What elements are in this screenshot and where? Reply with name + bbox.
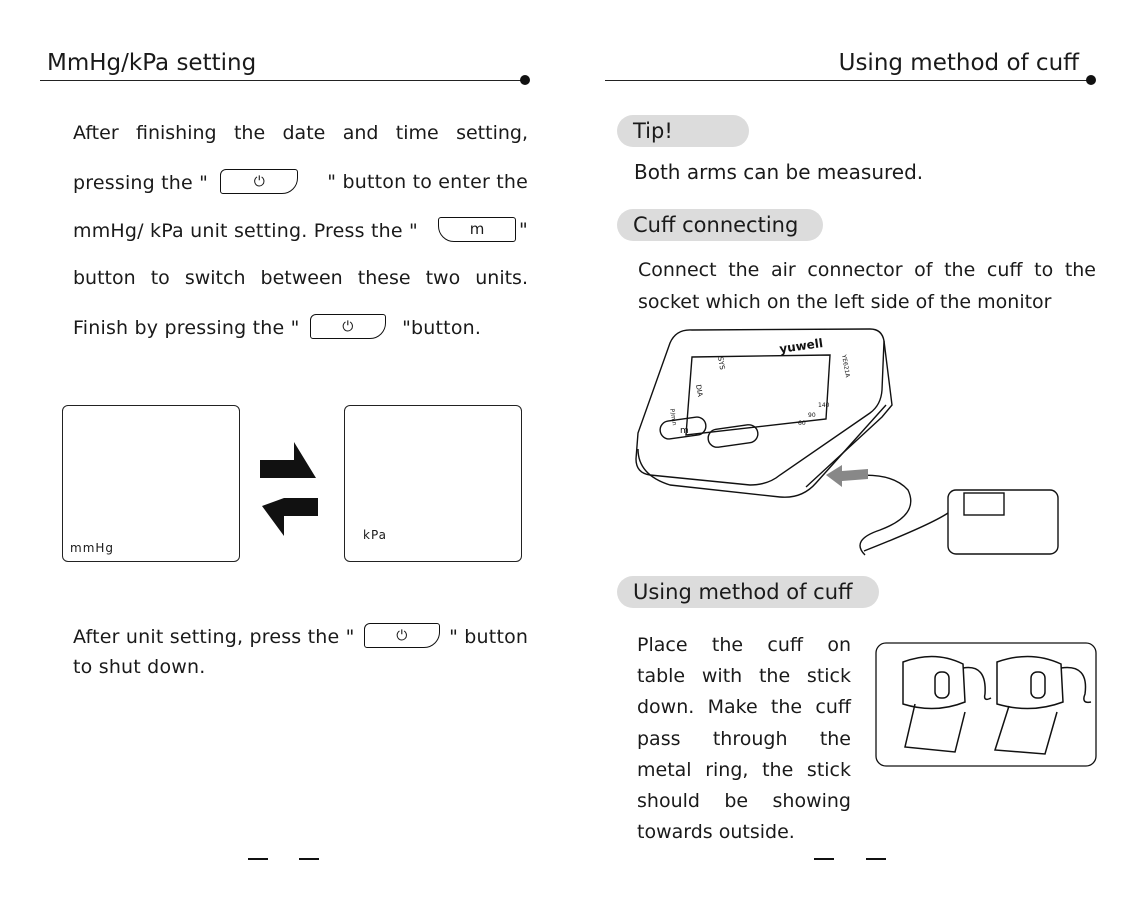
right-page-title: Using method of cuff	[838, 50, 1079, 76]
method-line-3: down. Make the cuff	[637, 696, 851, 718]
arrow-left-icon	[262, 498, 318, 536]
monitor-scale-90: 90	[808, 412, 816, 419]
power-button-shutdown	[364, 623, 440, 648]
method-line-2: table with the stick	[637, 665, 851, 687]
cuff-hose	[864, 513, 948, 551]
intro-line-1: After finishing the date and time setting,	[73, 122, 528, 144]
lcd-screen	[686, 355, 830, 435]
monitor-illustration	[630, 325, 1060, 560]
m-button	[438, 217, 516, 242]
method-line-5: metal ring, the stick	[637, 759, 851, 781]
using-method-heading: Using method of cuff	[617, 576, 879, 608]
intro-line-3-end: "	[519, 219, 528, 241]
cuff-tube-right	[1061, 668, 1091, 703]
right-header-rule	[605, 80, 1090, 81]
shutdown-line-1	[73, 625, 528, 650]
power-button	[220, 169, 298, 194]
monitor-body	[636, 329, 884, 485]
left-header-rule	[40, 80, 526, 81]
intro-line-3	[73, 219, 528, 244]
monitor-brand: yuwell	[778, 336, 824, 356]
arrow-right-icon	[260, 442, 316, 478]
tip-heading: Tip!	[617, 115, 749, 147]
left-page-number-mark-2	[299, 858, 319, 860]
left-page-title: MmHg/kPa setting	[47, 50, 257, 76]
shutdown-line-1-start: After unit setting, press the "	[73, 626, 355, 648]
power-icon: ⏻	[342, 319, 354, 335]
shutdown-line-1-end: " button	[449, 626, 529, 648]
monitor-scale-60: 60	[798, 420, 806, 427]
intro-line-4: button to switch between these two units.	[73, 267, 528, 289]
intro-line-2-start: pressing the "	[73, 172, 209, 194]
monitor-dia-label: DIA	[694, 383, 705, 398]
monitor-scale-140: 140	[818, 402, 830, 409]
connecting-line-1: Connect the air connector of the cuff to the	[638, 259, 1096, 281]
method-line-1: Place the cuff on	[637, 634, 851, 656]
left-header-dot	[520, 75, 530, 85]
cuff-tube	[844, 475, 911, 555]
method-line-6: should be showing	[637, 790, 851, 812]
connect-arrow-icon	[826, 465, 868, 487]
monitor-pulse-label: P/min	[668, 408, 678, 427]
left-page-number-mark-1	[248, 858, 268, 860]
cuff-roll-left	[903, 656, 965, 708]
power-button-finish	[310, 314, 386, 339]
intro-line-3-start: mmHg/ kPa unit setting. Press the "	[73, 220, 418, 242]
power-icon: ⏻	[253, 174, 266, 190]
m-button-label: m	[469, 220, 485, 238]
unit-label-mmhg: mmHg	[70, 541, 115, 555]
cuff-label	[964, 493, 1004, 515]
switch-arrows-icon	[258, 440, 320, 540]
cuff-ring-right	[1031, 672, 1045, 698]
cuff-flap-left	[905, 704, 965, 752]
intro-line-2-end: " button to enter the	[327, 171, 528, 193]
cuff-roll-right	[997, 656, 1063, 708]
tip-text: Both arms can be measured.	[634, 160, 924, 184]
monitor-model: YE621A	[840, 354, 851, 379]
intro-line-5-end: "button.	[402, 317, 482, 339]
lcd-display-mmhg	[62, 405, 240, 562]
method-line-7: towards outside.	[637, 821, 795, 843]
unit-label-kpa: kPa	[363, 528, 387, 542]
monitor-m-label: m	[680, 426, 689, 436]
monitor-sys-label: SYS	[716, 355, 727, 371]
method-line-4: pass through the	[637, 728, 851, 750]
connecting-line-2: socket which on the left side of the monitor	[638, 291, 1052, 313]
cuff-connecting-heading: Cuff connecting	[617, 209, 823, 241]
right-page-number-mark-1	[814, 858, 834, 860]
cuff-tube-left	[963, 668, 991, 700]
intro-line-2	[73, 171, 528, 196]
cuff-ring-left	[935, 672, 949, 698]
intro-line-5	[73, 316, 481, 341]
power-icon: ⏻	[396, 628, 408, 644]
intro-line-5-start: Finish by pressing the "	[73, 317, 300, 339]
right-page-number-mark-2	[866, 858, 886, 860]
shutdown-line-2: to shut down.	[73, 656, 206, 678]
lcd-display-kpa	[344, 405, 522, 562]
cuff-flap-right	[995, 706, 1057, 754]
right-header-dot	[1086, 75, 1096, 85]
cuff-ring-illustration	[875, 642, 1097, 767]
